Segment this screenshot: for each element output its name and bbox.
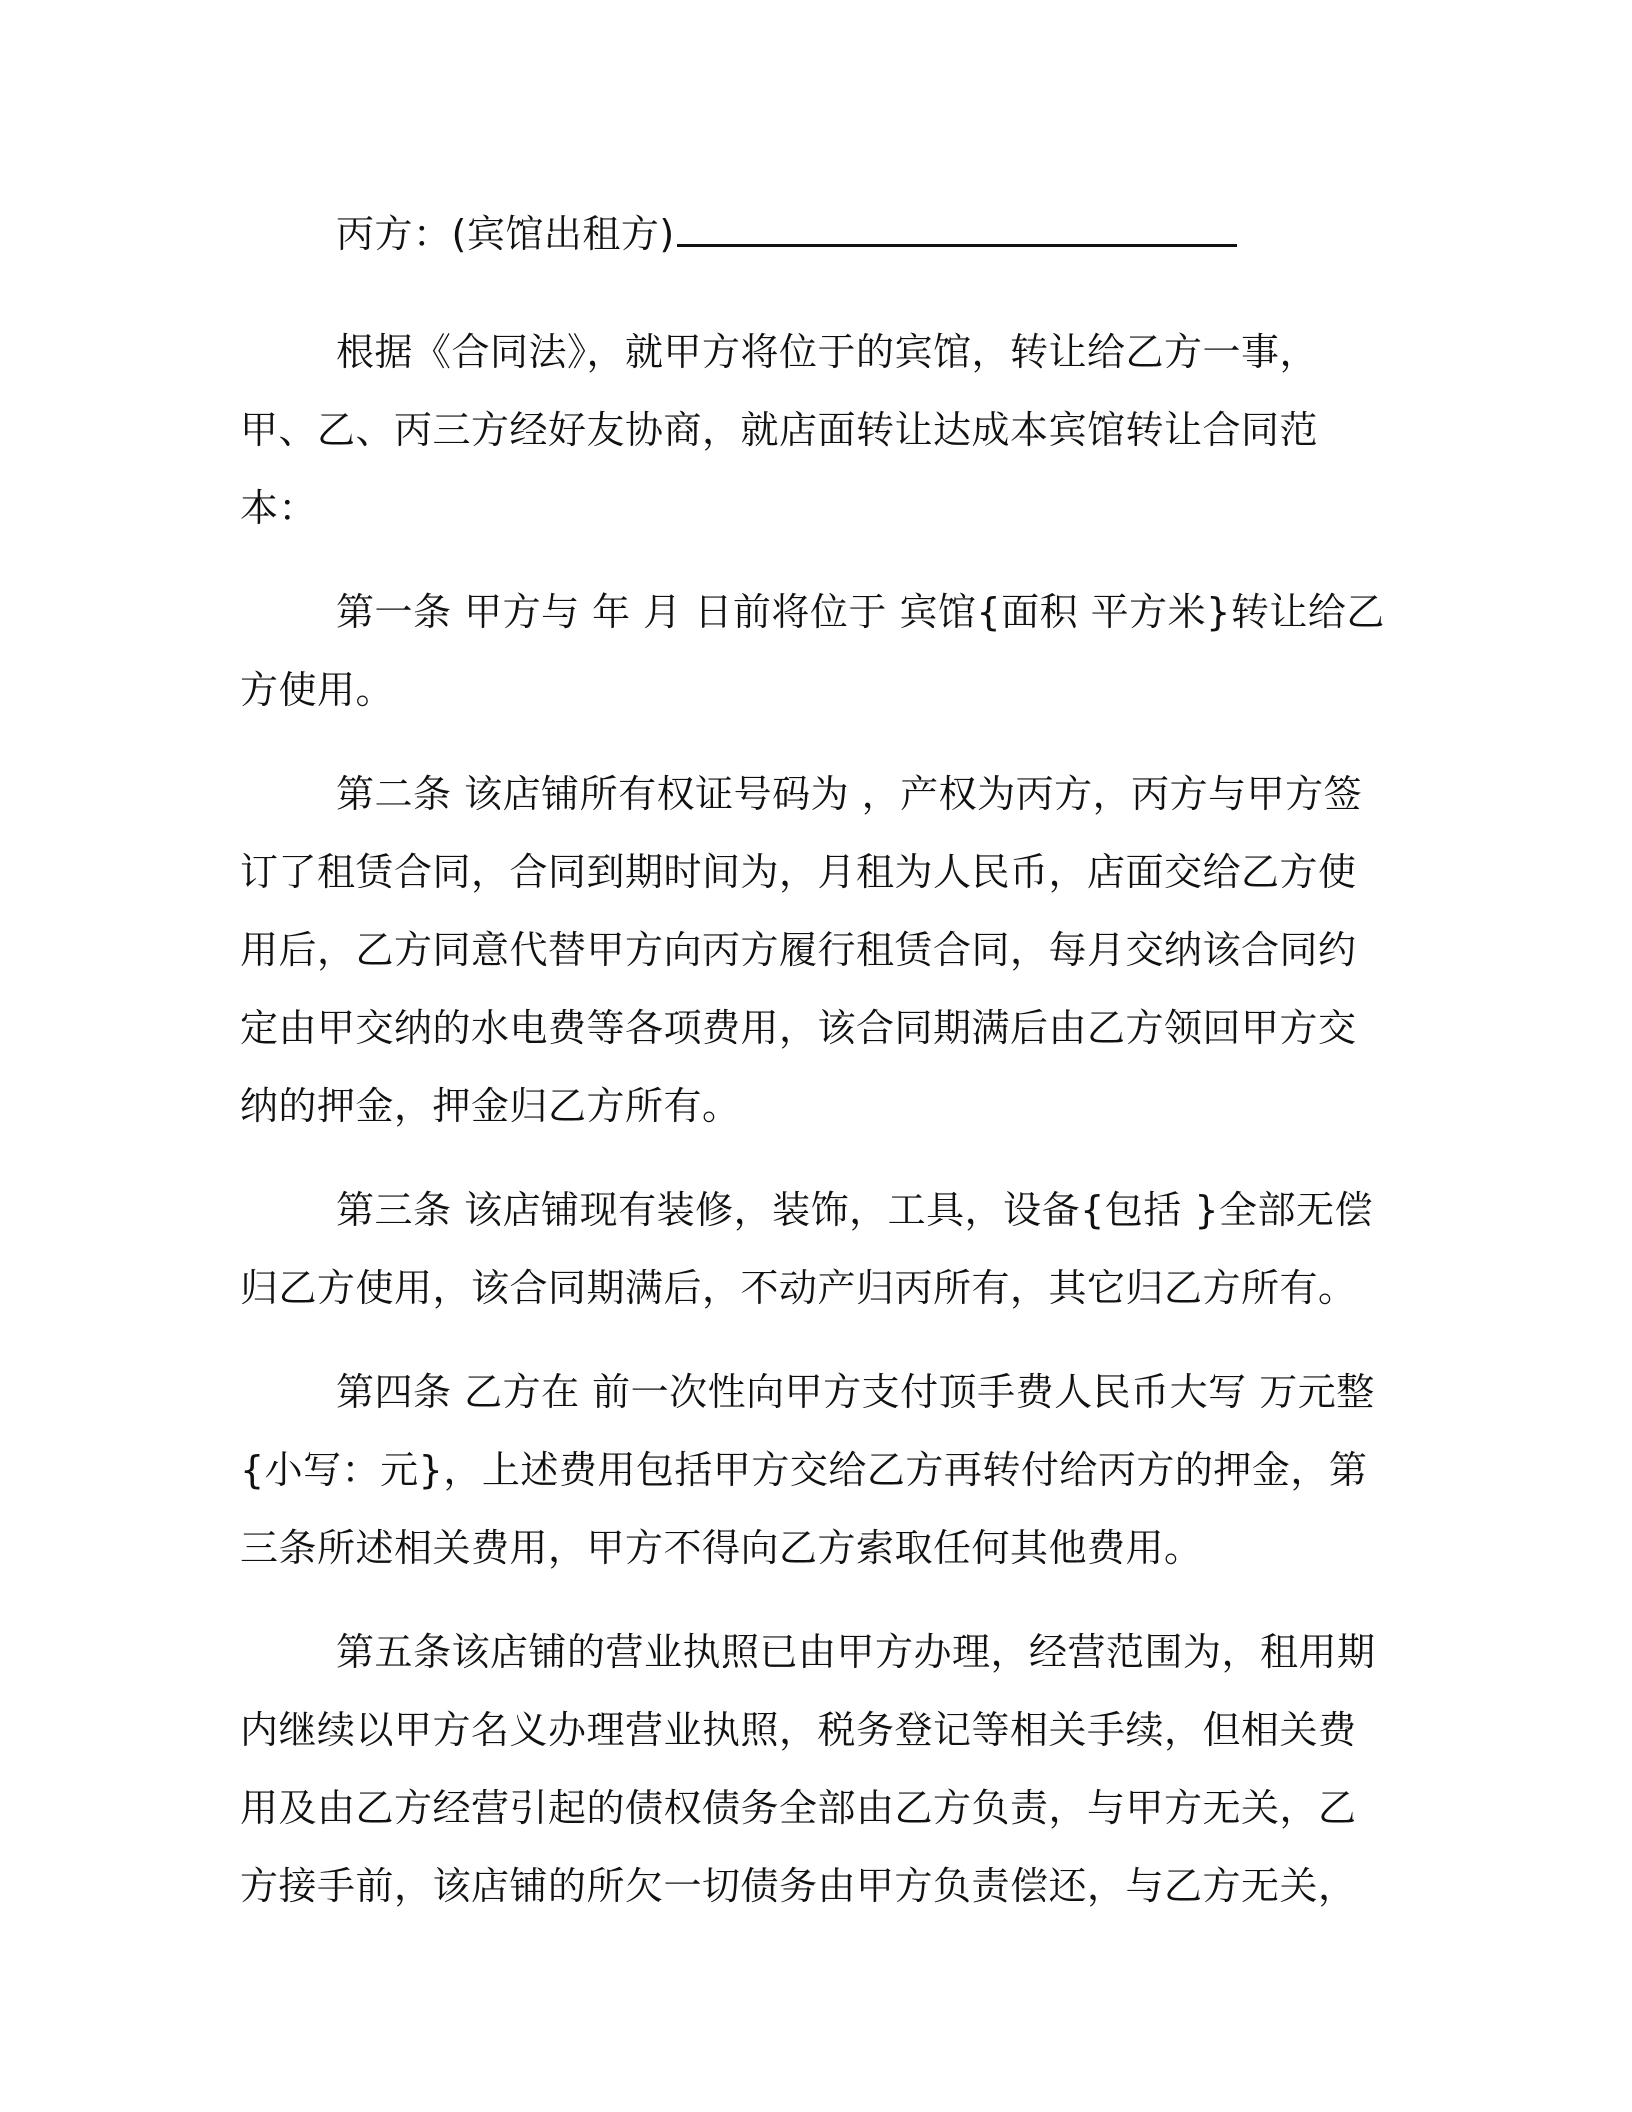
paragraph-article-1: 第一条 甲方与 年 月 日前将位于 宾馆{面积 平方米}转让给乙方使用。 bbox=[240, 590, 1385, 712]
paragraph-article-3: 第三条 该店铺现有装修，装饰，工具，设备{包括 }全部无偿归乙方使用，该合同期满后，不动产归丙所有，其它归乙方所有。 bbox=[240, 1188, 1374, 1310]
paragraph-article-2: 第二条 该店铺所有权证号码为 ，产权为丙方，丙方与甲方签订了租赁合同，合同到期时间为，月租为人民币，店面交给乙方使用后，乙方同意代替甲方向丙方履行租赁合同，每月交纳该合同约定由甲交纳的水电费等各项费用，该合同期满后由乙方领回甲方交纳的押金，押金归乙方所有。 bbox=[240, 772, 1363, 1128]
party-c-line bbox=[240, 195, 1390, 273]
paragraph-preamble: 根据《合同法》，就甲方将位于的宾馆，转让给乙方一事，甲、乙、丙三方经好友协商，就店面转让达成本宾馆转让合同范本： bbox=[240, 330, 1319, 530]
party-c-blank bbox=[677, 212, 1237, 247]
party-c-label: 丙方：(宾馆出租方) bbox=[336, 212, 675, 256]
paragraph-article-5: 第五条该店铺的营业执照已由甲方办理，经营范围为，租用期内继续以甲方名义办理营业执照，税务登记等相关手续，但相关费用及由乙方经营引起的债权债务全部由乙方负责，与甲方无关，乙方接手前，该店铺的所欠一切债务由甲方负责偿还，与乙方无关， bbox=[240, 1630, 1376, 1908]
paragraph-article-4: 第四条 乙方在 前一次性向甲方支付顶手费人民币大写 万元整{小写：元}，上述费用包括甲方交给乙方再转付给丙方的押金，第三条所述相关费用，甲方不得向乙方索取任何其他费用。 bbox=[240, 1370, 1375, 1570]
document-body bbox=[240, 195, 1390, 1951]
